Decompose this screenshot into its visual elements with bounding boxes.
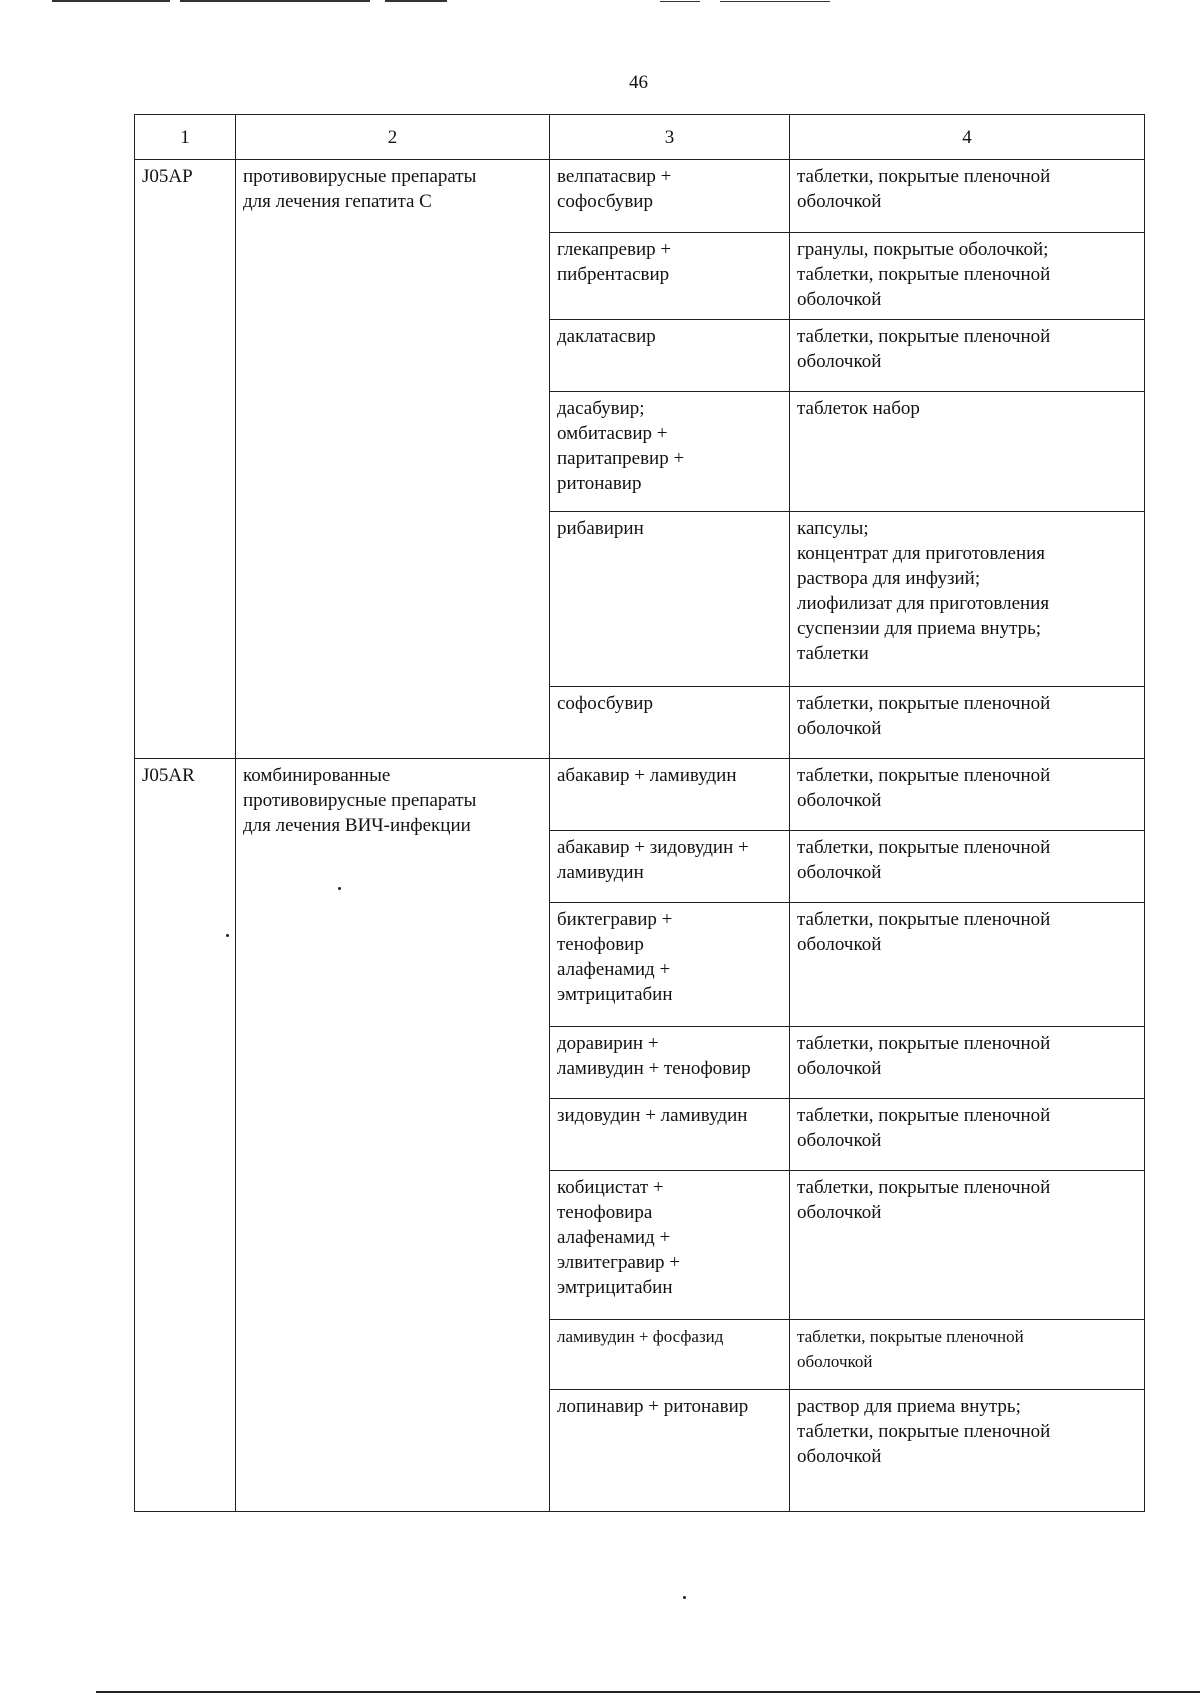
scan-speck (683, 1596, 686, 1599)
dosage-form-cell (790, 1320, 1145, 1390)
dosage-form: таблетки, покрытые пленочной оболочкой (797, 1327, 1024, 1371)
dosage-form: раствор для приема внутрь; таблетки, покрытые пленочной оболочкой (797, 1396, 1051, 1467)
drug-name: биктегравир + тенофовир алафенамид + эмтрицитабин (557, 909, 673, 1005)
scan-artifact-line (720, 1, 830, 2)
drug-name: абакавир + зидовудин + ламивудин (557, 837, 749, 883)
dosage-form: таблетки, покрытые пленочной оболочкой (797, 1177, 1051, 1223)
drug-name-cell (550, 1171, 790, 1320)
dosage-form: таблетки, покрытые пленочной оболочкой (797, 765, 1051, 811)
drug-name: ламивудин + фосфазид (557, 1327, 724, 1346)
drug-name: дасабувир; омбитасвир + паритапревир + ритонавир (557, 398, 685, 494)
group-name-cell (236, 160, 550, 759)
dosage-form-cell (790, 1390, 1145, 1512)
dosage-form: таблетки, покрытые пленочной оболочкой (797, 909, 1051, 955)
atc-code-cell (135, 160, 236, 759)
dosage-form-cell (790, 320, 1145, 392)
drug-name-cell (550, 233, 790, 320)
drug-name: рибавирин (557, 518, 644, 539)
column-header: 3 (550, 115, 790, 160)
scan-speck (226, 934, 229, 937)
dosage-form-cell (790, 233, 1145, 320)
dosage-form: таблетки, покрытые пленочной оболочкой (797, 326, 1051, 372)
drug-table (134, 114, 1145, 1512)
table-body (135, 160, 1145, 1512)
drug-name-cell (550, 160, 790, 233)
dosage-form-cell (790, 392, 1145, 512)
dosage-form-cell (790, 903, 1145, 1027)
dosage-form-cell (790, 687, 1145, 759)
scan-artifact-line (180, 0, 370, 2)
atc-code: J05AP (142, 166, 193, 187)
dosage-form: таблетки, покрытые пленочной оболочкой (797, 1033, 1051, 1079)
scan-artifact-line (96, 1691, 1200, 1693)
dosage-form: таблетки, покрытые пленочной оболочкой (797, 837, 1051, 883)
dosage-form: таблетки, покрытые пленочной оболочкой (797, 166, 1051, 212)
drug-name-cell (550, 903, 790, 1027)
drug-name-cell (550, 759, 790, 831)
atc-code: J05AR (142, 765, 195, 786)
drug-name-cell (550, 512, 790, 687)
scan-artifact-line (385, 0, 447, 2)
dosage-form: гранулы, покрытые оболочкой; таблетки, покрытые пленочной оболочкой (797, 239, 1051, 310)
atc-code-cell (135, 759, 236, 1512)
dosage-form: таблетки, покрытые пленочной оболочкой (797, 1105, 1051, 1151)
drug-name-cell (550, 1099, 790, 1171)
dosage-form-cell (790, 831, 1145, 903)
dosage-form-cell (790, 1099, 1145, 1171)
drug-name: велпатасвир + софосбувир (557, 166, 672, 212)
drug-name: даклатасвир (557, 326, 656, 347)
drug-name: кобицистат + тенофовира алафенамид + элвитегравир + эмтрицитабин (557, 1177, 680, 1298)
page-number: 46 (629, 72, 648, 93)
drug-name: софосбувир (557, 693, 653, 714)
column-header: 4 (790, 115, 1145, 160)
drug-name-cell (550, 1027, 790, 1099)
drug-name: глекапревир + пибрентасвир (557, 239, 672, 285)
table-row (135, 759, 1145, 831)
dosage-form-cell (790, 759, 1145, 831)
group-name-cell (236, 759, 550, 1512)
dosage-form-cell (790, 1027, 1145, 1099)
drug-name-cell (550, 831, 790, 903)
group-name: комбинированные противовирусные препараты для лечения ВИЧ-инфекции (243, 765, 477, 836)
dosage-form-cell (790, 512, 1145, 687)
drug-name: зидовудин + ламивудин (557, 1105, 748, 1126)
dosage-form-cell (790, 1171, 1145, 1320)
table-header-row (135, 115, 1145, 160)
drug-name-cell (550, 1390, 790, 1512)
drug-name: доравирин + ламивудин + тенофовир (557, 1033, 751, 1079)
dosage-form: таблетки, покрытые пленочной оболочкой (797, 693, 1051, 739)
column-header: 2 (236, 115, 550, 160)
scan-artifact-line (660, 1, 700, 2)
column-header: 1 (135, 115, 236, 160)
scan-speck (338, 887, 341, 890)
dosage-form: таблеток набор (797, 398, 920, 419)
dosage-form: капсулы; концентрат для приготовления раствора для инфузий; лиофилизат для приготовления суспензии для приема внутрь; таблетки (797, 518, 1050, 664)
drug-name-cell (550, 320, 790, 392)
scan-artifact-line (52, 0, 170, 2)
drug-name-cell (550, 1320, 790, 1390)
drug-name-cell (550, 392, 790, 512)
drug-name-cell (550, 687, 790, 759)
drug-name: лопинавир + ритонавир (557, 1396, 749, 1417)
table-row (135, 160, 1145, 233)
drug-name: абакавир + ламивудин (557, 765, 737, 786)
group-name: противовирусные препараты для лечения гепатита С (243, 166, 477, 212)
dosage-form-cell (790, 160, 1145, 233)
